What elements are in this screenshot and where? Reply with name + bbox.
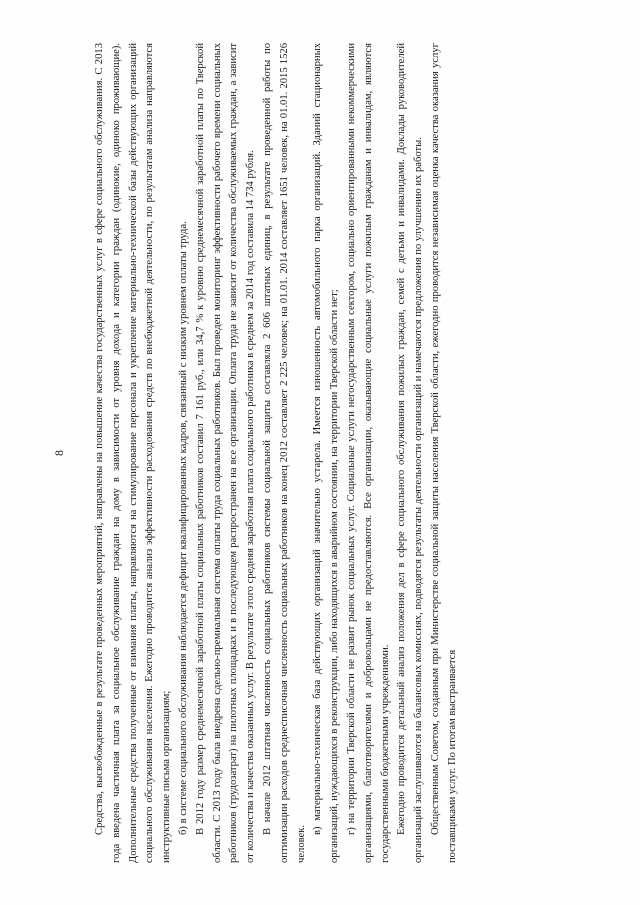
paragraph-annual-analysis: Ежегодно проводится детальный анализ положения дел в сфере социального обслуживания пожилых граждан, семей с детьми и инвалидами. Доклады руководителей организаций заслушиваются на балансовых комиссиях, подводятся результаты деятельности организаций и намечаются предложения по улучшению их работы.: [396, 43, 425, 863]
paragraph-salary-2012: В 2012 году размер среднемесячной заработной платы социальных работников составил 7 161 руб., или 34,7 % к уровню среднемесячной заработной платы по Тверской области. С 2013 году была внедрена сдельно-премиальная система оплаты труда социальных работников. Был проведен мониторинг эффективности рабочего времени социальных работников (трудозатрат) на пилотных площадках и в последующем распространен на все организации. Оплата труда не зависит от количества обслуживаемых граждан, а зависит от количества и качества оказанных услуг. В результате этого средняя заработная плата социального работника в среднем за 2014 год составила 14 734 рубля.: [194, 43, 257, 863]
rotated-text-block: [52, 43, 612, 863]
paragraph-material-base: в) материально-техническая база действующих организаций значительно устарела. Имеется изношенность автомобильного парка организаций. Зданий стационарных организаций, нуждающихся в реконструкции, либо находящихся в аварийном состоянии, на территории Тверской области нет;: [312, 43, 341, 863]
page-number: 8: [52, 450, 66, 456]
paragraph-public-council: Общественным Советом, созданным при Министерстве социальной защиты населения Тверской области, ежегодно проводится независимая оценка качества оказания услуг поставщиками услуг. По итогам выстраивается: [429, 43, 458, 863]
paragraph-staff-deficit: б) в системе социального обслуживания наблюдается дефицит квалифицированных кадров, связанный с низким уровнем оплаты труда.: [177, 221, 189, 835]
document-body: [92, 43, 462, 863]
paragraph-funds: Средства, высвобожденные в результате проведенных мероприятий, направлены на повышение качества государственных услуг в сфере социального обслуживания. С 2013 года введена частичная плата за социальное обслуживание граждан на дому в зависимости от уровня дохода и категории граждан (одинокие, одиноко проживающие). Дополнительные средства полученные от взимания платы, направляются на стимулирование персонала и укрепление материально-технической базы действующих организаций социального обслуживания населения. Ежегодно проводится анализ эффективности расходования средств по внебюджетной деятельности, по результатам анализа направляются инструктивные письма организациям;: [94, 43, 173, 863]
paragraph-social-market: г) на территории Тверской области не развит рынок социальных услуг. Социальные услуги негосударственным сектором, социально ориентированными некоммерческими организациями, благотворителями и добровольцами не предоставляются. Все организации, оказывающие социальные услуги пожилым гражданам и инвалидам, являются государственными бюджетными учреждениями.: [345, 43, 391, 863]
paragraph-staff-numbers: В начале 2012 штатная численность социальных работников системы социальной защиты составляла 2 606 штатных единиц, в результате проведенной работы по оптимизации расходов среднесписочная численность социальных работников на конец 2012 составляет 2 225 человек; на 01.01. 2014 составляет 1651 человек, на 01.01. 2015 1526 человек.: [261, 43, 307, 863]
